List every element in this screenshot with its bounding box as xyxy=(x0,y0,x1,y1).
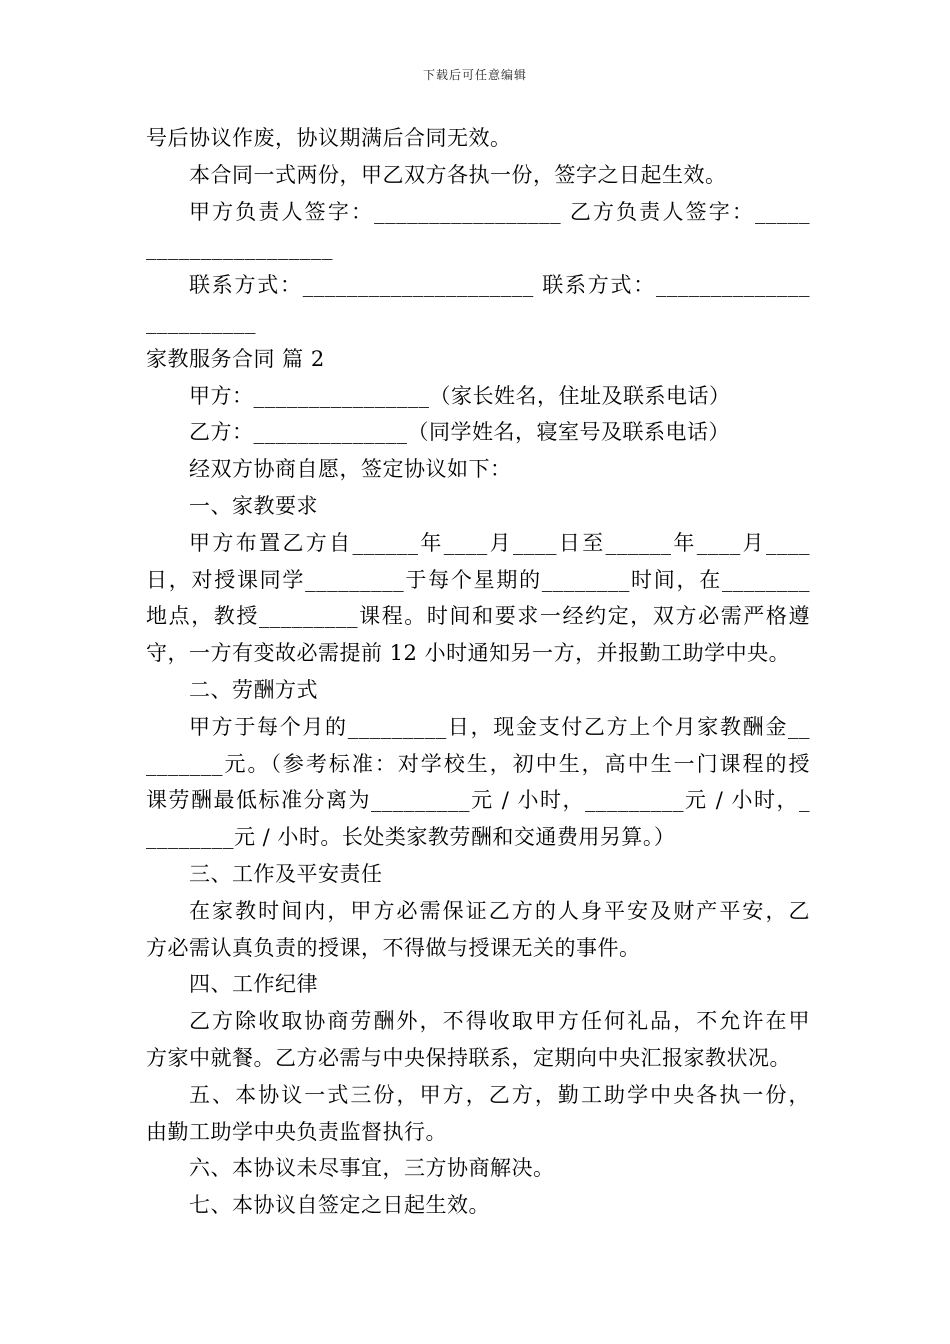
signature-line-continued: _________________ xyxy=(146,236,333,261)
text-line: 本合同一式两份，甲乙双方各执一份，签字之日起生效。 xyxy=(189,162,727,187)
party-a-line: 甲方：________________（家长姓名，住址及联系电话） xyxy=(189,383,731,408)
document-body xyxy=(146,120,810,1224)
text-line: 七、本协议自签定之日起生效。 xyxy=(189,1193,490,1218)
text-line: 号后协议作废，协议期满后合同无效。 xyxy=(146,126,512,150)
text-line: 五、本协议一式三份，甲方，乙方，勤工助学中央各执一份， xyxy=(189,1082,810,1107)
text-line: ________元 / 小时。长处类家教劳酬和交通费用另算。） xyxy=(146,825,676,850)
text-line: 守，一方有变故必需提前 12 小时通知另一方，并报勤工助学中央。 xyxy=(146,641,791,666)
text-line: 日，对授课同学_________于每个星期的________时间，在________ xyxy=(146,567,810,592)
text-line: 课劳酬最低标准分离为_________元 / 小时，_________元 / 小时，_ xyxy=(146,788,810,813)
section-heading: 二、劳酬方式 xyxy=(189,677,318,702)
text-line: 甲方布置乙方自______年____月____日至______年____月____ xyxy=(189,530,810,555)
section-heading: 三、工作及平安责任 xyxy=(189,861,383,886)
signature-line: 甲方负责人签字：_________________ 乙方负责人签字：_____ xyxy=(189,199,810,224)
text-line: _______元。（参考标准：对学校生，初中生，高中生一门课程的授 xyxy=(146,751,810,776)
text-line: 六、本协议未尽事宜，三方协商解决。 xyxy=(189,1156,555,1181)
section-heading: 一、家教要求 xyxy=(189,493,318,518)
text-line: 在家教时间内，甲方必需保证乙方的人身平安及财产平安，乙 xyxy=(189,898,810,923)
text-line: 经双方协商自愿，签定协议如下： xyxy=(189,457,512,482)
contact-line: 联系方式：_____________________ 联系方式：______________ xyxy=(189,273,810,298)
party-b-line: 乙方：______________（同学姓名，寝室号及联系电话） xyxy=(189,420,730,445)
text-line: 方家中就餐。乙方必需与中央保持联系，定期向中央汇报家教状况。 xyxy=(146,1045,791,1070)
text-line: 由勤工助学中央负责监督执行。 xyxy=(146,1119,447,1144)
section-heading: 四、工作纪律 xyxy=(189,972,318,997)
text-line: 方必需认真负责的授课，不得做与授课无关的事件。 xyxy=(146,935,641,960)
contract-title: 家教服务合同 篇 2 xyxy=(146,346,325,371)
text-line: 乙方除收取协商劳酬外，不得收取甲方任何礼品，不允许在甲 xyxy=(189,1009,810,1034)
contact-line-continued: __________ xyxy=(146,309,256,334)
page-header: 下载后可任意编辑 xyxy=(422,68,527,82)
text-line: 甲方于每个月的_________日，现金支付乙方上个月家教酬金__ xyxy=(189,714,810,739)
text-line: 地点，教授_________课程。时间和要求一经约定，双方必需严格遵 xyxy=(146,604,810,629)
